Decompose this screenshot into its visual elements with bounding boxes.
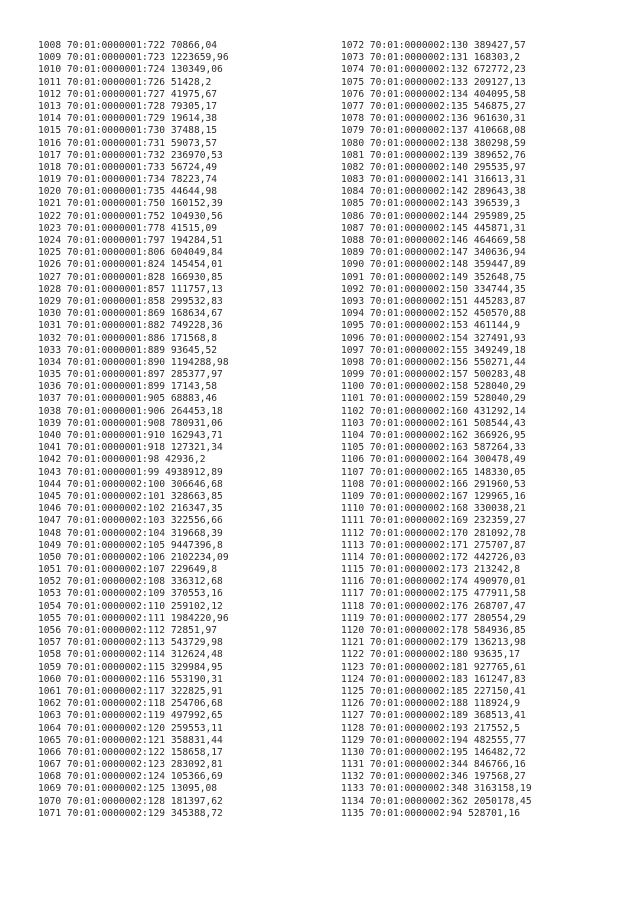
list-item: 1108 70:01:0000002:166 291960,53 xyxy=(341,478,526,490)
list-item: 1090 70:01:0000002:148 359447,89 xyxy=(341,259,526,271)
list-item: 1024 70:01:0000001:797 194284,51 xyxy=(38,235,223,246)
left-column xyxy=(38,40,229,820)
list-item: 1101 70:01:0000002:159 528040,29 xyxy=(341,393,526,405)
list-item: 1087 70:01:0000002:145 445871,31 xyxy=(341,222,526,234)
list-item: 1057 70:01:0000002:113 543729,98 xyxy=(38,637,223,649)
list-item: 1053 70:01:0000002:109 370553,16 xyxy=(38,588,223,600)
list-item: 1092 70:01:0000002:150 334744,35 xyxy=(341,283,526,295)
list-item: 1109 70:01:0000002:167 129965,16 xyxy=(341,490,526,502)
list-item: 1086 70:01:0000002:144 295989,25 xyxy=(341,210,526,222)
list-item: 1008 70:01:0000001:722 70866,04 xyxy=(38,40,218,51)
list-item: 1064 70:01:0000002:120 259553,11 xyxy=(38,722,223,734)
list-item: 1104 70:01:0000002:162 366926,95 xyxy=(341,430,526,441)
list-item: 1095 70:01:0000002:153 461144,9 xyxy=(341,320,521,332)
list-item: 1088 70:01:0000002:146 464669,58 xyxy=(341,235,526,246)
list-item: 1084 70:01:0000002:142 289643,38 xyxy=(341,186,526,198)
list-item: 1010 70:01:0000001:724 130349,06 xyxy=(38,64,223,76)
list-item: 1112 70:01:0000002:170 281092,78 xyxy=(341,527,526,539)
list-item: 1027 70:01:0000001:828 166930,85 xyxy=(38,271,223,283)
list-item: 1056 70:01:0000002:112 72851,97 xyxy=(38,625,218,636)
list-item: 1031 70:01:0000001:882 749228,36 xyxy=(38,320,223,332)
list-item: 1098 70:01:0000002:156 550271,44 xyxy=(341,356,526,368)
list-item: 1012 70:01:0000001:727 41975,67 xyxy=(38,88,218,100)
list-item: 1035 70:01:0000001:897 285377,97 xyxy=(38,369,223,381)
list-item: 1100 70:01:0000002:158 528040,29 xyxy=(341,381,526,393)
list-item: 1043 70:01:0000001:99 4938912,89 xyxy=(38,466,223,478)
list-item: 1110 70:01:0000002:168 330038,21 xyxy=(341,503,526,515)
list-item: 1114 70:01:0000002:172 442726,03 xyxy=(341,551,526,563)
list-item: 1111 70:01:0000002:169 232359,27 xyxy=(341,515,526,527)
list-item: 1029 70:01:0000001:858 299532,83 xyxy=(38,295,223,307)
right-column xyxy=(341,40,532,820)
list-item: 1132 70:01:0000002:346 197568,27 xyxy=(341,771,526,783)
list-item: 1034 70:01:0000001:890 1194288,98 xyxy=(38,356,229,368)
list-item: 1036 70:01:0000001:899 17143,58 xyxy=(38,381,218,393)
list-item: 1047 70:01:0000002:103 322556,66 xyxy=(38,515,223,527)
list-item: 1058 70:01:0000002:114 312624,48 xyxy=(38,649,223,661)
list-item: 1119 70:01:0000002:177 280554,29 xyxy=(341,612,526,624)
list-item: 1124 70:01:0000002:183 161247,83 xyxy=(341,673,526,685)
list-item: 1009 70:01:0000001:723 1223659,96 xyxy=(38,52,229,64)
list-item: 1107 70:01:0000002:165 148330,05 xyxy=(341,466,526,478)
list-item: 1019 70:01:0000001:734 78223,74 xyxy=(38,174,218,186)
list-item: 1078 70:01:0000002:136 961630,31 xyxy=(341,113,526,125)
list-item: 1134 70:01:0000002:362 2050178,45 xyxy=(341,795,532,807)
list-item: 1020 70:01:0000001:735 44644,98 xyxy=(38,186,218,198)
list-item: 1096 70:01:0000002:154 327491,93 xyxy=(341,332,526,344)
list-item: 1065 70:01:0000002:121 358831,44 xyxy=(38,734,223,746)
list-item: 1042 70:01:0000001:98 42936,2 xyxy=(38,454,206,466)
list-item: 1122 70:01:0000002:180 93635,17 xyxy=(341,649,521,661)
list-item: 1128 70:01:0000002:193 217552,5 xyxy=(341,722,521,734)
list-item: 1129 70:01:0000002:194 482555,77 xyxy=(341,734,526,746)
list-item: 1045 70:01:0000002:101 328663,85 xyxy=(38,490,223,502)
list-item: 1026 70:01:0000001:824 145454,01 xyxy=(38,259,223,271)
list-item: 1054 70:01:0000002:110 259102,12 xyxy=(38,600,223,612)
list-item: 1044 70:01:0000002:100 306646,68 xyxy=(38,478,223,490)
list-item: 1067 70:01:0000002:123 283092,81 xyxy=(38,759,223,771)
list-item: 1023 70:01:0000001:778 41515,09 xyxy=(38,222,218,234)
list-item: 1066 70:01:0000002:122 158658,17 xyxy=(38,746,223,758)
list-item: 1081 70:01:0000002:139 389652,76 xyxy=(341,149,526,161)
list-item: 1123 70:01:0000002:181 927765,61 xyxy=(341,661,526,673)
list-item: 1062 70:01:0000002:118 254706,68 xyxy=(38,698,223,710)
list-item: 1013 70:01:0000001:728 79305,17 xyxy=(38,100,218,112)
list-item: 1125 70:01:0000002:185 227150,41 xyxy=(341,685,526,697)
list-item: 1105 70:01:0000002:163 587264,33 xyxy=(341,442,526,454)
list-item: 1113 70:01:0000002:171 275707,87 xyxy=(341,539,526,551)
list-item: 1106 70:01:0000002:164 300478,49 xyxy=(341,454,526,466)
list-item: 1093 70:01:0000002:151 445283,87 xyxy=(341,295,526,307)
list-item: 1039 70:01:0000001:908 780931,06 xyxy=(38,417,223,429)
list-item: 1055 70:01:0000002:111 1984220,96 xyxy=(38,612,229,624)
list-item: 1011 70:01:0000001:726 51428,2 xyxy=(38,76,212,88)
list-item: 1018 70:01:0000001:733 56724,49 xyxy=(38,161,218,173)
list-item: 1069 70:01:0000002:125 13095,08 xyxy=(38,783,218,795)
list-item: 1070 70:01:0000002:128 181397,62 xyxy=(38,795,223,807)
list-item: 1127 70:01:0000002:189 368513,41 xyxy=(341,710,526,722)
list-item: 1060 70:01:0000002:116 553190,31 xyxy=(38,673,223,685)
list-item: 1032 70:01:0000001:886 171568,8 xyxy=(38,332,218,344)
list-item: 1073 70:01:0000002:131 168303,2 xyxy=(341,52,521,64)
list-item: 1038 70:01:0000001:906 264453,18 xyxy=(38,405,223,417)
list-item: 1046 70:01:0000002:102 216347,35 xyxy=(38,503,223,515)
list-item: 1085 70:01:0000002:143 396539,3 xyxy=(341,198,521,210)
list-item: 1048 70:01:0000002:104 319668,39 xyxy=(38,527,223,539)
list-item: 1130 70:01:0000002:195 146482,72 xyxy=(341,746,526,758)
list-item: 1050 70:01:0000002:106 2102234,09 xyxy=(38,551,229,563)
list-item: 1083 70:01:0000002:141 316613,31 xyxy=(341,174,526,186)
list-item: 1116 70:01:0000002:174 490970,01 xyxy=(341,576,526,588)
list-item: 1126 70:01:0000002:188 118924,9 xyxy=(341,698,521,710)
list-item: 1014 70:01:0000001:729 19614,38 xyxy=(38,113,218,125)
list-item: 1075 70:01:0000002:133 209127,13 xyxy=(341,76,526,88)
list-item: 1133 70:01:0000002:348 3163158,19 xyxy=(341,783,532,795)
list-item: 1121 70:01:0000002:179 136213,98 xyxy=(341,637,526,649)
list-item: 1028 70:01:0000001:857 111757,13 xyxy=(38,283,223,295)
list-item: 1041 70:01:0000001:918 127321,34 xyxy=(38,442,223,454)
list-item: 1072 70:01:0000002:130 389427,57 xyxy=(341,40,526,51)
list-item: 1118 70:01:0000002:176 268707,47 xyxy=(341,600,526,612)
list-item: 1037 70:01:0000001:905 68883,46 xyxy=(38,393,218,405)
list-item: 1061 70:01:0000002:117 322825,91 xyxy=(38,685,223,697)
list-item: 1102 70:01:0000002:160 431292,14 xyxy=(341,405,526,417)
list-item: 1074 70:01:0000002:132 672772,23 xyxy=(341,64,526,76)
list-item: 1015 70:01:0000001:730 37488,15 xyxy=(38,125,218,137)
list-item: 1099 70:01:0000002:157 500283,48 xyxy=(341,369,526,381)
list-item: 1120 70:01:0000002:178 584936,85 xyxy=(341,625,526,636)
list-item: 1131 70:01:0000002:344 846766,16 xyxy=(341,759,526,771)
list-item: 1022 70:01:0000001:752 104930,56 xyxy=(38,210,223,222)
list-item: 1021 70:01:0000001:750 160152,39 xyxy=(38,198,223,210)
list-item: 1080 70:01:0000002:138 380298,59 xyxy=(341,137,526,149)
list-item: 1051 70:01:0000002:107 229649,8 xyxy=(38,564,218,576)
list-item: 1117 70:01:0000002:175 477911,58 xyxy=(341,588,526,600)
list-item: 1082 70:01:0000002:140 295535,97 xyxy=(341,161,526,173)
list-item: 1052 70:01:0000002:108 336312,68 xyxy=(38,576,223,588)
list-item: 1068 70:01:0000002:124 105366,69 xyxy=(38,771,223,783)
list-item: 1115 70:01:0000002:173 213242,8 xyxy=(341,564,521,576)
list-item: 1077 70:01:0000002:135 546875,27 xyxy=(341,100,526,112)
list-item: 1135 70:01:0000002:94 528701,16 xyxy=(341,807,521,819)
list-item: 1076 70:01:0000002:134 404095,58 xyxy=(341,88,526,100)
list-item: 1089 70:01:0000002:147 340636,94 xyxy=(341,247,526,259)
list-item: 1063 70:01:0000002:119 497992,65 xyxy=(38,710,223,722)
list-item: 1071 70:01:0000002:129 345388,72 xyxy=(38,807,223,819)
list-item: 1091 70:01:0000002:149 352648,75 xyxy=(341,271,526,283)
list-item: 1079 70:01:0000002:137 410668,08 xyxy=(341,125,526,137)
list-item: 1049 70:01:0000002:105 9447396,8 xyxy=(38,539,223,551)
list-item: 1103 70:01:0000002:161 508544,43 xyxy=(341,417,526,429)
list-item: 1040 70:01:0000001:910 162943,71 xyxy=(38,430,223,441)
list-item: 1097 70:01:0000002:155 349249,18 xyxy=(341,344,526,356)
list-item: 1094 70:01:0000002:152 450570,88 xyxy=(341,308,526,320)
list-item: 1033 70:01:0000001:889 93645,52 xyxy=(38,344,218,356)
list-item: 1025 70:01:0000001:806 604049,84 xyxy=(38,247,223,259)
list-item: 1017 70:01:0000001:732 236970,53 xyxy=(38,149,223,161)
list-item: 1030 70:01:0000001:869 168634,67 xyxy=(38,308,223,320)
list-item: 1016 70:01:0000001:731 59073,57 xyxy=(38,137,218,149)
list-item: 1059 70:01:0000002:115 329984,95 xyxy=(38,661,223,673)
